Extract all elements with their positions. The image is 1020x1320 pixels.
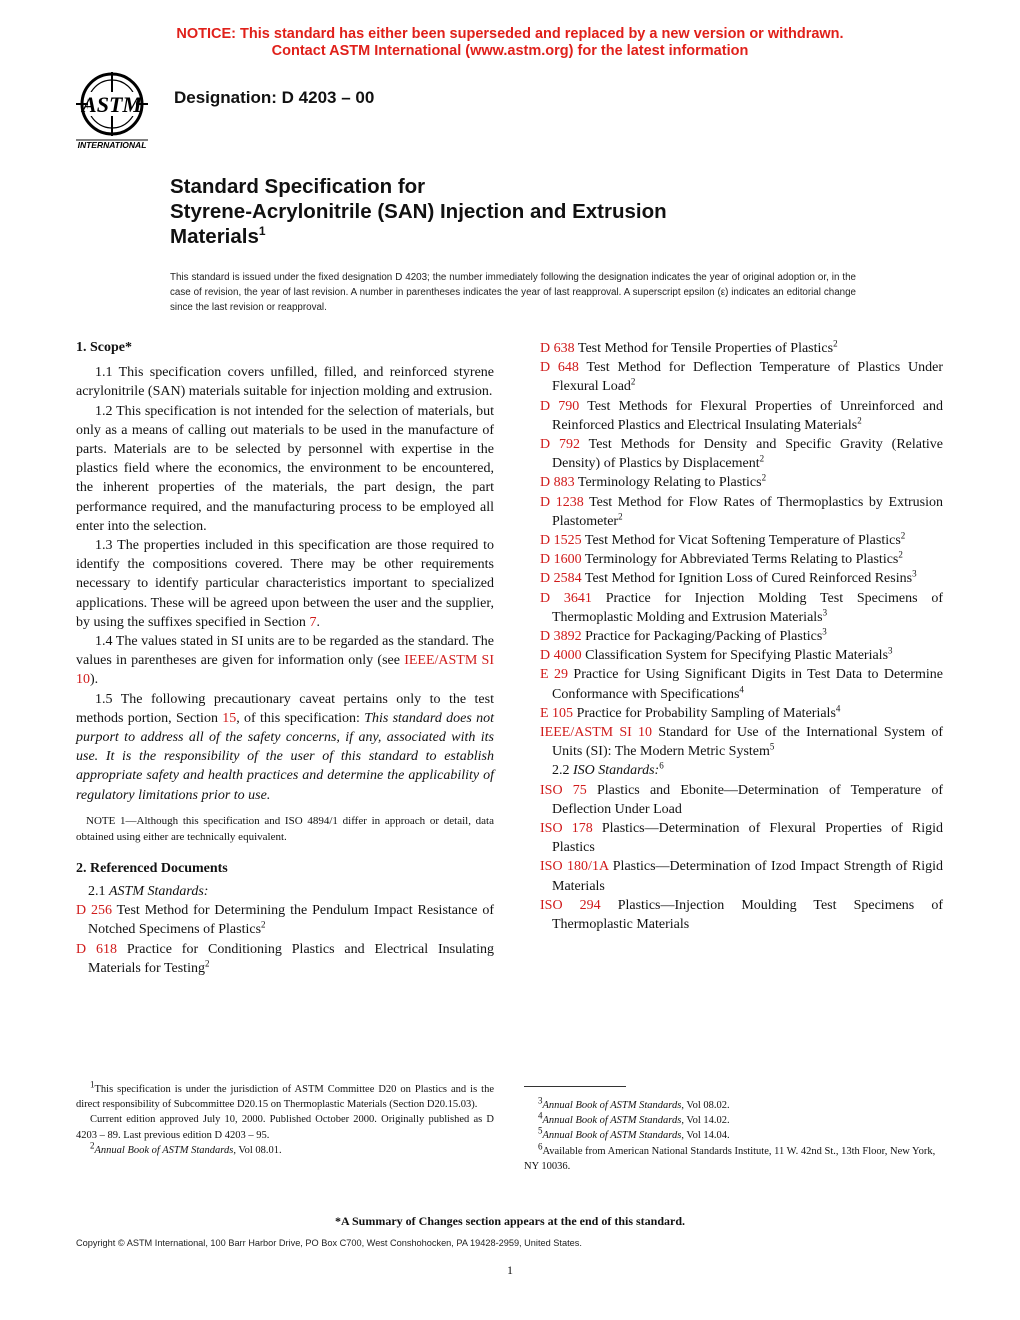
ref-code[interactable]: D 4000: [540, 648, 582, 664]
ref-d618: D 618 Practice for Conditioning Plastics and Electrical Insulating Materials for Testing$^2$: [76, 941, 494, 976]
ref-code[interactable]: ISO 75: [540, 782, 587, 798]
notice-line-2: Contact ASTM International (www.astm.org) for the latest information: [271, 43, 749, 59]
footnote-4: $^4$Annual Book of ASTM Standards, Vol 14.02.: [538, 1110, 730, 1127]
ref-d1525: D 1525 Test Method for Vicat Softening Temperature of Plastics$^2$: [540, 530, 906, 549]
notice-line-1: NOTICE: This standard has either been superseded and replaced by a new version or withdrawn.: [176, 26, 844, 42]
scope-heading: 1. Scope*: [76, 340, 132, 355]
ref-code[interactable]: D 883: [540, 475, 575, 491]
ref-d790: D 790 Test Methods for Flexural Properties of Unreinforced and Reinforced Plastics and Electrical Insulating Materials$^2$: [540, 398, 943, 433]
page-number: 1: [507, 1263, 513, 1277]
ref-d256: D 256 Test Method for Determining the Pendulum Impact Resistance of Notched Specimens of Plastics$^2$: [76, 903, 494, 938]
ref-e29: E 29 Practice for Using Significant Digits in Test Data to Determine Conformance with Specifications$^4$: [540, 667, 943, 702]
scope-1-1: 1.1 This specification covers unfilled, filled, and reinforced styrene acrylonitrile (SAN) materials suitable for injection molding and extrusion.: [76, 365, 494, 400]
ref-code[interactable]: D 2584: [540, 571, 582, 587]
title-line-3: Materials$^1$: [170, 224, 266, 248]
standard-issuance-note: This standard is issued under the fixed designation D 4203; the number immediately following the designation indicates the year of original adoption or, in the case of revision, the year of last revision. A number in parentheses indicates the year of last reapproval. A superscript epsilon (ε) indicates an editorial change since the last revision or reapproval.: [170, 272, 856, 313]
ref-e105: E 105 Practice for Probability Sampling of Materials$^4$: [540, 703, 841, 721]
footnote-2: $^2$Annual Book of ASTM Standards, Vol 08.01.: [90, 1140, 282, 1156]
ref-code[interactable]: D 618: [76, 941, 117, 957]
note-1: NOTE 1—Although this specification and ISO 4894/1 differ in approach or detail, data obtained using either are technically equivalent.: [76, 814, 494, 843]
footnote-6: $^6$Available from American National Standards Institute, 11 W. 42nd St., 13th Floor, New York, NY 10036.: [524, 1141, 936, 1172]
ref-code[interactable]: D 1600: [540, 552, 582, 568]
ref-code[interactable]: D 3641: [540, 590, 592, 606]
left-column: [76, 338, 494, 978]
iso-standards-heading: 2.2 ISO Standards:$^6$: [552, 760, 664, 779]
section-15-link[interactable]: 15: [222, 710, 237, 726]
ref-d648: D 648 Test Method for Deflection Temperature of Plastics Under Flexural Load$^2$: [540, 360, 943, 395]
footnote-1: $^1$This specification is under the jurisdiction of ASTM Committee D20 on Plastics and is the direct responsibility of Subcommittee D20.15 on Thermoplastic Materials (Section D20.15.03).: [76, 1079, 494, 1111]
ref-code[interactable]: ISO 180/1A: [540, 859, 609, 875]
title-line-2: Styrene-Acrylonitrile (SAN) Injection and Extrusion: [170, 200, 667, 223]
referenced-docs-heading: 2. Referenced Documents: [76, 860, 228, 876]
astm-standards-heading: 2.1 ASTM Standards:: [88, 884, 209, 900]
ref-si10: IEEE/ASTM SI 10 Standard for Use of the International System of Units (SI): The Modern Metric System$^5$: [540, 725, 943, 760]
scope-1-5: 1.5 The following precautionary caveat pertains only to the test methods portion, Section 15, of this specification: This standard does not purport to address all of the safety concerns, if any, associated with its use. It is the responsibility of the user of this standard to establish appropriate safety and health practices and determine the applicability of regulatory limitations prior to use.: [76, 691, 494, 803]
ref-iso178: ISO 178 Plastics—Determination of Flexural Properties of Rigid Plastics: [540, 821, 943, 856]
ref-d1600: D 1600 Terminology for Abbreviated Terms Relating to Plastics$^2$: [540, 549, 903, 568]
scope-1-4: 1.4 The values stated in SI units are to be regarded as the standard. The values in parentheses are given for information only (see IEEE/ASTM SI 10).: [76, 634, 494, 688]
ref-d1238: D 1238 Test Method for Flow Rates of Thermoplastics by Extrusion Plastometer$^2$: [540, 494, 943, 529]
footnotes-right: [524, 1095, 944, 1174]
document-title: [170, 174, 930, 249]
ref-code[interactable]: E 29: [540, 667, 568, 683]
designation: Designation: D 4203 – 00: [174, 88, 375, 107]
copyright: Copyright © ASTM International, 100 Barr Harbor Drive, PO Box C700, West Conshohocken, PA 19428-2959, United States.: [76, 1238, 582, 1248]
ref-iso294: ISO 294 Plastics—Injection Moulding Test Specimens of Thermoplastic Materials: [540, 897, 943, 933]
ref-code[interactable]: D 790: [540, 398, 580, 414]
footnote-5: $^5$Annual Book of ASTM Standards, Vol 14.04.: [538, 1125, 730, 1142]
title-line-1: Standard Specification for: [170, 175, 426, 198]
ref-d638: D 638 Test Method for Tensile Properties of Plastics$^2$: [540, 338, 838, 356]
ref-code[interactable]: E 105: [540, 705, 574, 721]
scope-1-2: 1.2 This specification is not intended for the selection of materials, but only as a means of calling out materials to be used in the manufacture of parts. Materials are to be selected by personnel with expertise in the plastics field where the economics, the environment to be encountered, the inherent properties of the materials, the part design, the part performance required, and the manufacturing process to be employed all enter into the selection.: [76, 403, 494, 534]
ref-code[interactable]: D 256: [76, 903, 113, 919]
ref-code[interactable]: D 648: [540, 360, 579, 376]
logo-subtext: INTERNATIONAL: [77, 140, 147, 150]
ref-d3641: D 3641 Practice for Injection Molding Test Specimens of Thermoplastic Molding and Extrusion Materials$^3$: [540, 590, 943, 625]
scope-1-3: 1.3 The properties included in this specification are those required to identify the compositions covered. There may be other requirements necessary to identify particular characteristics important to specialized applications. These will be agreed upon between the user and the supplier, by using the suffixes specified in Section 7.: [76, 538, 494, 630]
ref-d3892: D 3892 Practice for Packaging/Packing of Plastics$^3$: [540, 626, 827, 645]
ref-code[interactable]: D 3892: [540, 629, 582, 645]
ref-iso180: ISO 180/1A Plastics—Determination of Izod Impact Strength of Rigid Materials: [540, 859, 943, 894]
ref-d2584: D 2584 Test Method for Ignition Loss of Cured Reinforced Resins$^3$: [540, 568, 917, 587]
si10-link[interactable]: IEEE/ASTM SI 10: [76, 653, 494, 688]
ref-d4000: D 4000 Classification System for Specifying Plastic Materials$^3$: [540, 645, 893, 664]
logo-text: ASTM: [82, 92, 142, 117]
ref-code[interactable]: IEEE/ASTM SI 10: [540, 725, 653, 741]
footnote-1b: Current edition approved July 10, 2000. Published October 2000. Originally published as D 4203 – 89. Last previous edition D 4203 – 95.: [76, 1114, 494, 1141]
footnotes-left: [76, 1079, 494, 1158]
ref-iso75: ISO 75 Plastics and Ebonite—Determination of Temperature of Deflection Under Load: [540, 782, 943, 817]
ref-d883: D 883 Terminology Relating to Plastics$^2$: [540, 472, 767, 491]
withdrawal-notice: [0, 26, 1020, 60]
astm-logo-icon: [68, 70, 164, 154]
right-column: [540, 339, 943, 934]
footnote-divider: [524, 1086, 626, 1087]
ref-code[interactable]: ISO 294: [540, 897, 601, 913]
summary-of-changes-note: *A Summary of Changes section appears at the end of this standard.: [334, 1214, 686, 1228]
footnote-mark: 1: [258, 224, 266, 239]
ref-d792: D 792 Test Methods for Density and Specific Gravity (Relative Density) of Plastics by Displacement$^2$: [540, 437, 943, 472]
ref-code[interactable]: ISO 178: [540, 821, 593, 837]
footnote-3: $^3$Annual Book of ASTM Standards, Vol 08.02.: [538, 1095, 730, 1111]
ref-code[interactable]: D 792: [540, 437, 580, 453]
ref-code[interactable]: D 638: [540, 341, 575, 356]
ref-code[interactable]: D 1238: [540, 494, 584, 510]
ref-code[interactable]: D 1525: [540, 533, 582, 549]
section-7-link[interactable]: 7: [309, 614, 317, 630]
